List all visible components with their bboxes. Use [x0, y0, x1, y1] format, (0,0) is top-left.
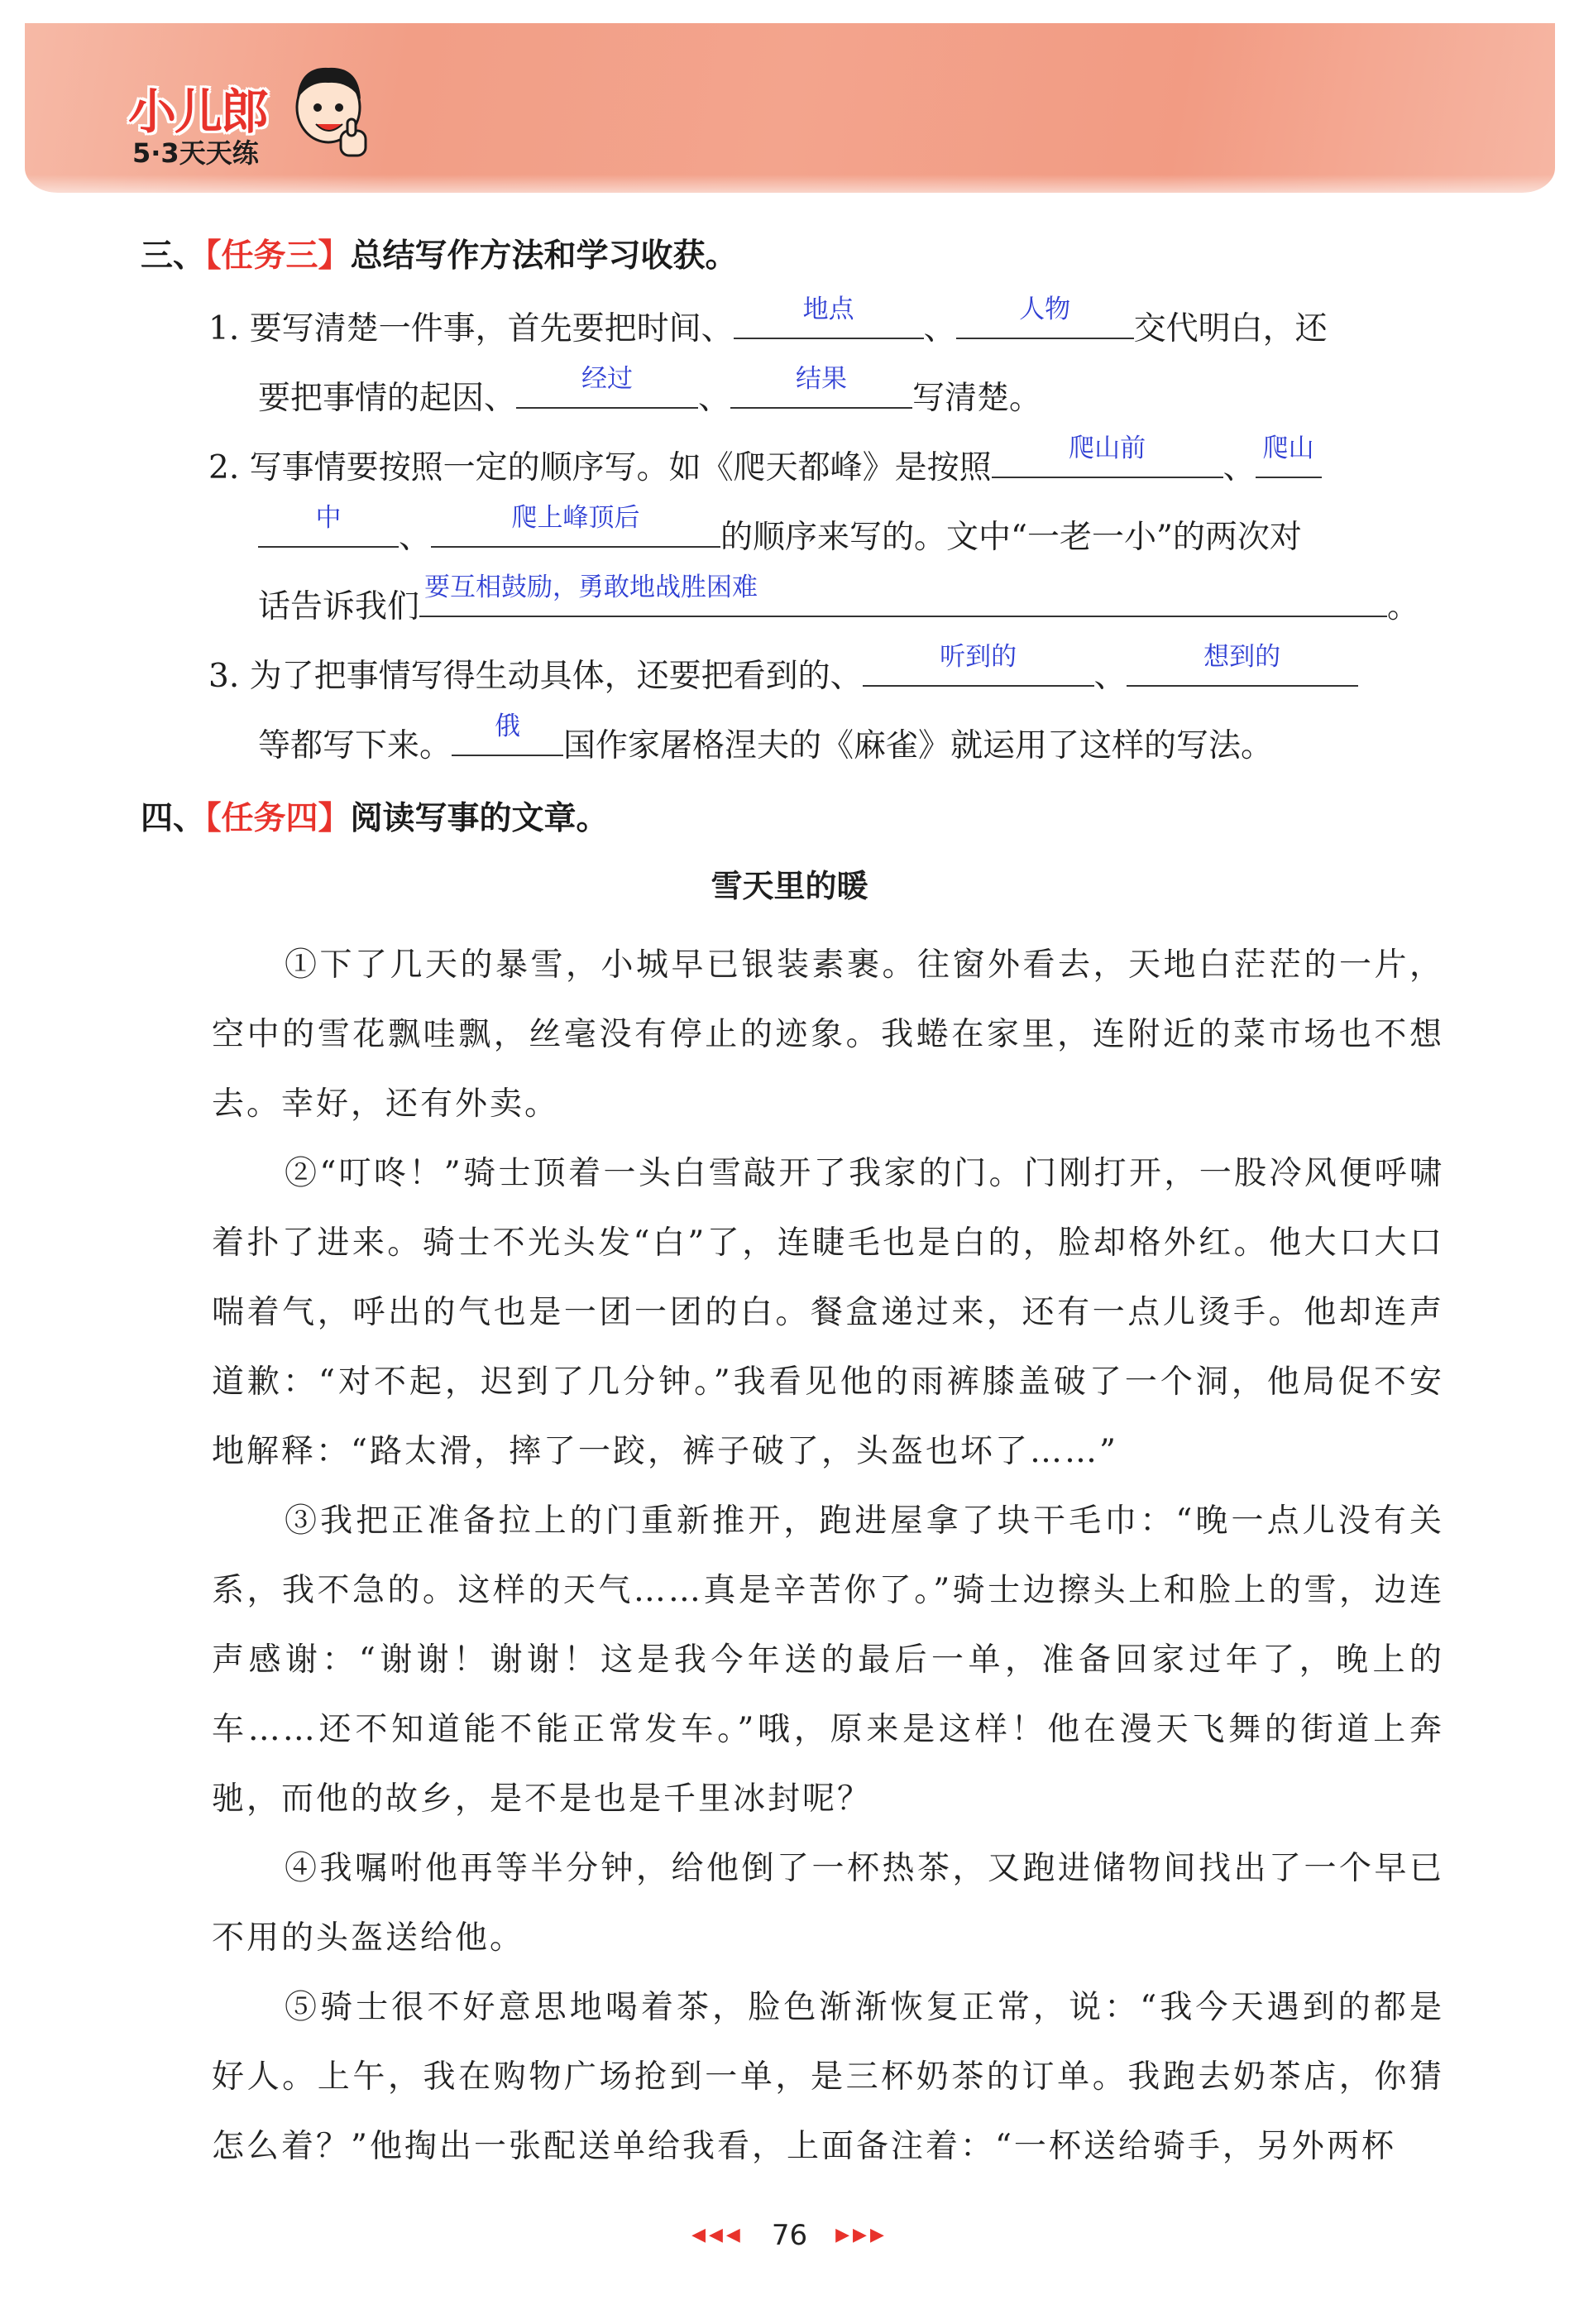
q2-blank-2b[interactable]: 中: [258, 508, 399, 548]
q3-line-1: 3. 为了把事情写得生动具体，还要把看到的、 听到的 、 想到的: [208, 647, 1358, 702]
q1-blank-1[interactable]: 地点: [734, 299, 924, 339]
q2-blank-2a[interactable]: 爬山: [1256, 438, 1322, 478]
section-4-tag: 【任务四】: [205, 800, 351, 837]
next-arrows-icon: ▶▶▶: [835, 2225, 888, 2245]
article-title: 雪天里的暖: [711, 868, 868, 904]
section-4-title: 阅读写事的文章。: [350, 800, 609, 837]
article-paragraph-5: ⑤骑士很不好意思地喝着茶，脸色渐渐恢复正常，说：“我今天遇到的都是好人。上午，我在购物广场抢到一单，是三杯奶茶的订单。我跑去奶茶店，你猜怎么着？”他掏出一张配送单给我看，上面备注着：“一杯送给骑手，另外两杯: [212, 1989, 1444, 2165]
q1-blank-3[interactable]: 经过: [516, 369, 698, 409]
q3-line-2: 等都写下来。 俄 国作家屠格涅夫的《麻雀》就运用了这样的写法。: [258, 712, 1274, 764]
q2-line-3: 话告诉我们 要互相鼓励，勇敢地战胜困难 。: [258, 573, 1420, 625]
section-4-heading: [141, 793, 609, 839]
q3-blank-2[interactable]: 想到的: [1127, 647, 1358, 687]
q2-blank-4[interactable]: 要互相鼓励，勇敢地战胜困难: [419, 577, 1387, 617]
q2-blank-1[interactable]: 爬山前: [992, 438, 1223, 478]
brand-subtitle: 5·3天天练: [132, 137, 259, 169]
section-3-title: 总结写作方法和学习收获。: [350, 237, 738, 275]
mascot-icon: [283, 58, 374, 165]
article-paragraph-1: ①下了几天的暴雪，小城早已银装素裹。往窗外看去，天地白茫茫的一片，空中的雪花飘哇飘，丝毫没有停止的迹象。我蜷在家里，连附近的菜市场也不想去。幸好，还有外卖。: [212, 946, 1444, 1123]
article-paragraph-3: ③我把正准备拉上的门重新推开，跑进屋拿了块干毛巾：“晚一点儿没有关系，我不急的。这样的天气……真是辛苦你了。”骑士边擦头上和脸上的雪，边连声感谢：“谢谢！谢谢！这是我今年送的最后一单，准备回家过年了，晚上的车……还不知道能不能正常发车。”哦，原来是这样！他在漫天飞舞的街道上奔驰，而他的故乡，是不是也是千里冰封呢？: [212, 1502, 1444, 1818]
q2-line-2: 中 、 爬上峰顶后 的顺序来写的。文中“一老一小”的两次对: [258, 508, 1302, 563]
q1-line-1: 1. 要写清楚一件事，首先要把时间、 地点 、 人物 交代明白，还: [208, 295, 1328, 347]
q2-blank-3[interactable]: 爬上峰顶后: [431, 508, 720, 548]
q2-line-1: 2. 写事情要按照一定的顺序写。如《爬天都峰》是按照 爬山前 、 爬山: [208, 438, 1322, 493]
q3-blank-3[interactable]: 俄: [452, 716, 563, 756]
article-paragraph-2: ②“叮咚！”骑士顶着一头白雪敲开了我家的门。门刚打开，一股冷风便呼啸着扑了进来。骑士不光头发“白”了，连睫毛也是白的，脸却格外红。他大口大口喘着气，呼出的气也是一团一团的白。餐盒递过来，还有一点儿烫手。他却连声道歉：“对不起，迟到了几分钟。”我看见他的雨裤膝盖破了一个洞，他局促不安地解释：“路太滑，摔了一跤，裤子破了，头盔也坏了……”: [212, 1155, 1444, 1470]
q1-blank-4[interactable]: 结果: [730, 369, 912, 409]
prev-arrows-icon: ◀◀◀: [691, 2225, 744, 2245]
section-3-tag: 【任务三】: [205, 237, 351, 275]
article-paragraph-4: ④我嘱咐他再等半分钟，给他倒了一杯热茶，又跑进储物间找出了一个早已不用的头盔送给他。: [212, 1850, 1444, 1957]
q3-blank-1[interactable]: 听到的: [863, 647, 1094, 687]
section-3-heading: [141, 230, 738, 276]
brand-logo: 小儿郎: [128, 84, 268, 140]
q1-blank-2[interactable]: 人物: [956, 299, 1134, 339]
q1-line-2: 要把事情的起因、 经过 、 结果 写清楚。: [258, 364, 1042, 417]
section-4-number: 四、: [141, 800, 206, 837]
article-body: [212, 931, 1444, 2182]
section-3-number: 三、: [141, 237, 206, 275]
page-number: 76: [771, 2218, 808, 2252]
page-footer: [0, 2217, 1579, 2252]
